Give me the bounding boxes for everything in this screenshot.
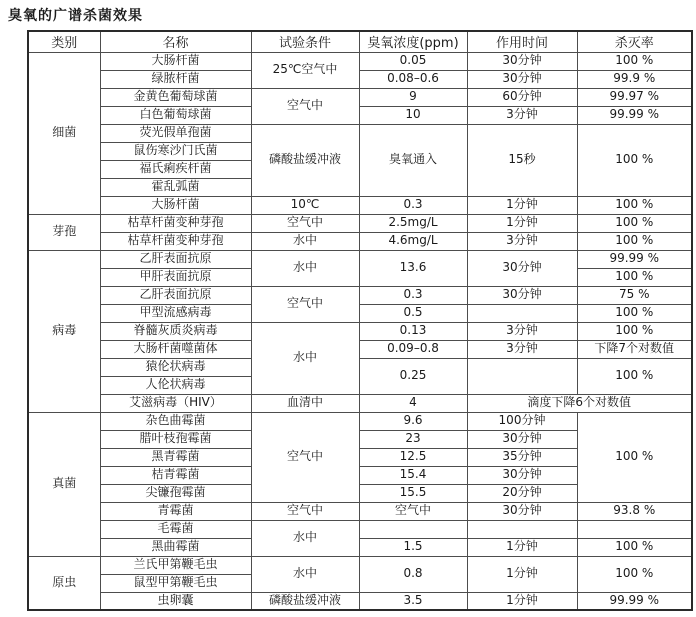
column-header: 类别: [28, 31, 100, 52]
table-cell: 15秒: [467, 124, 577, 196]
table-cell: 猿伦状病毒: [100, 358, 251, 376]
table-cell: 3分钟: [467, 232, 577, 250]
table-cell: 黑曲霉菌: [100, 538, 251, 556]
table-cell: 青霉菌: [100, 502, 251, 520]
table-cell: 0.05: [359, 52, 467, 70]
table-cell: 大肠杆菌: [100, 196, 251, 214]
table-cell: 绿脓杆菌: [100, 70, 251, 88]
table-cell: 93.8 %: [577, 502, 692, 520]
table-cell: 芽孢: [28, 214, 100, 250]
table-cell: 100分钟: [467, 412, 577, 430]
table-cell: 0.8: [359, 556, 467, 592]
table-cell: 100 %: [577, 556, 692, 592]
table-cell: 大肠杆菌噬菌体: [100, 340, 251, 358]
table-cell: 0.3: [359, 286, 467, 304]
table-cell: 血清中: [251, 394, 359, 412]
table-cell: 100 %: [577, 358, 692, 394]
table-cell: 空气中: [251, 502, 359, 520]
table-row: [28, 286, 692, 304]
table-cell: 水中: [251, 250, 359, 286]
table-row: [28, 394, 692, 412]
table-cell: 100 %: [577, 322, 692, 340]
table-cell: 空气中: [251, 286, 359, 322]
table-cell: 3分钟: [467, 322, 577, 340]
table-cell: 25℃空气中: [251, 52, 359, 88]
table-row: [28, 196, 692, 214]
table-cell: 100 %: [577, 232, 692, 250]
table-cell: 荧光假单孢菌: [100, 124, 251, 142]
table-cell: 4.6mg/L: [359, 232, 467, 250]
column-header: 名称: [100, 31, 251, 52]
table-row: [28, 502, 692, 520]
data-table: [27, 30, 693, 611]
table-cell: 真菌: [28, 412, 100, 556]
table-row: [28, 88, 692, 106]
column-header: 试验条件: [251, 31, 359, 52]
column-header: 臭氧浓度(ppm): [359, 31, 467, 52]
table-cell: 0.3: [359, 196, 467, 214]
table-row: [28, 358, 692, 376]
table-cell: 1.5: [359, 538, 467, 556]
table-cell: 兰氏甲第鞭毛虫: [100, 556, 251, 574]
table-cell: 枯草杆菌变种芽孢: [100, 232, 251, 250]
table-row: [28, 214, 692, 232]
table-cell: 99.97 %: [577, 88, 692, 106]
table-cell: 15.4: [359, 466, 467, 484]
table-cell: 磷酸盐缓冲液: [251, 592, 359, 610]
table-cell: 1分钟: [467, 214, 577, 232]
table-cell: 虫卵囊: [100, 592, 251, 610]
table-cell: 100 %: [577, 304, 692, 322]
table-cell: 10℃: [251, 196, 359, 214]
table-cell: 霍乱弧菌: [100, 178, 251, 196]
table-row: [28, 538, 692, 556]
table-cell: 空气中: [251, 214, 359, 232]
table-cell: 75 %: [577, 286, 692, 304]
table-cell: 3分钟: [467, 106, 577, 124]
table-cell: 15.5: [359, 484, 467, 502]
table-cell: 30分钟: [467, 250, 577, 286]
table-cell: 水中: [251, 520, 359, 556]
table-cell: 鼠伤寒沙门氏菌: [100, 142, 251, 160]
table-cell: 毛霉菌: [100, 520, 251, 538]
table-cell: 30分钟: [467, 52, 577, 70]
table-cell: 乙肝表面抗原: [100, 250, 251, 268]
table-row: [28, 412, 692, 430]
table-cell: 99.99 %: [577, 106, 692, 124]
table-cell: 99.99 %: [577, 250, 692, 268]
table-cell: 1分钟: [467, 538, 577, 556]
table-cell: 1分钟: [467, 556, 577, 592]
table-cell: 100 %: [577, 124, 692, 196]
table-cell: 100 %: [577, 538, 692, 556]
table-cell: 原虫: [28, 556, 100, 610]
table-cell: 臭氧通入: [359, 124, 467, 196]
table-cell: 2.5mg/L: [359, 214, 467, 232]
table-cell: 黑青霉菌: [100, 448, 251, 466]
table-cell: 空气中: [251, 88, 359, 124]
table-cell: 大肠杆菌: [100, 52, 251, 70]
table-cell: 30分钟: [467, 466, 577, 484]
table-cell: 1分钟: [467, 592, 577, 610]
table-cell: 30分钟: [467, 430, 577, 448]
table-cell: 鼠型甲第鞭毛虫: [100, 574, 251, 592]
table-row: [28, 232, 692, 250]
table-cell: [467, 304, 577, 322]
table-cell: 乙肝表面抗原: [100, 286, 251, 304]
table-cell: 桔青霉菌: [100, 466, 251, 484]
table-cell: 3分钟: [467, 340, 577, 358]
table-cell: 100 %: [577, 52, 692, 70]
table-cell: 0.5: [359, 304, 467, 322]
table-cell: 金黄色葡萄球菌: [100, 88, 251, 106]
table-cell: [467, 358, 577, 394]
table-cell: 细菌: [28, 52, 100, 214]
table-cell: 100 %: [577, 214, 692, 232]
table-cell: 9.6: [359, 412, 467, 430]
table-row: [28, 52, 692, 70]
table-row: [28, 304, 692, 322]
table-cell: 水中: [251, 232, 359, 250]
table-cell: 30分钟: [467, 70, 577, 88]
table-cell: 99.99 %: [577, 592, 692, 610]
table-cell: 空气中: [251, 412, 359, 502]
table-cell: 水中: [251, 556, 359, 592]
sterilization-table: [27, 30, 693, 611]
table-cell: 枯草杆菌变种芽孢: [100, 214, 251, 232]
table-cell: 12.5: [359, 448, 467, 466]
table-cell: 福氏痢疾杆菌: [100, 160, 251, 178]
table-cell: 甲型流感病毒: [100, 304, 251, 322]
table-cell: 病毒: [28, 250, 100, 412]
table-cell: 0.13: [359, 322, 467, 340]
table-cell: 60分钟: [467, 88, 577, 106]
table-cell: 艾滋病毒（HIV）: [100, 394, 251, 412]
table-row: [28, 70, 692, 88]
table-cell: 35分钟: [467, 448, 577, 466]
table-cell: 脊髓灰质炎病毒: [100, 322, 251, 340]
table-row: [28, 592, 692, 610]
table-cell: 磷酸盐缓冲液: [251, 124, 359, 196]
table-cell: 30分钟: [467, 286, 577, 304]
column-header: 杀灭率: [577, 31, 692, 52]
table-cell: 0.09–0.8: [359, 340, 467, 358]
table-cell: 尖镰孢霉菌: [100, 484, 251, 502]
table-row: [28, 322, 692, 340]
table-row: [28, 556, 692, 574]
table-cell: 0.08–0.6: [359, 70, 467, 88]
table-cell: [467, 520, 577, 538]
table-cell: 30分钟: [467, 502, 577, 520]
table-cell: 甲肝表面抗原: [100, 268, 251, 286]
table-cell: 杂色曲霉菌: [100, 412, 251, 430]
table-cell: 3.5: [359, 592, 467, 610]
table-cell: 0.25: [359, 358, 467, 394]
table-cell: [577, 520, 692, 538]
table-cell: 10: [359, 106, 467, 124]
table-cell: 人伦状病毒: [100, 376, 251, 394]
table-cell: 9: [359, 88, 467, 106]
table-cell: 20分钟: [467, 484, 577, 502]
table-cell: [359, 520, 467, 538]
table-cell: 4: [359, 394, 467, 412]
page-title: 臭氧的广谱杀菌效果: [8, 8, 143, 24]
table-cell: 100 %: [577, 196, 692, 214]
table-cell: 滴度下降6个对数值: [467, 394, 692, 412]
table-cell: 99.9 %: [577, 70, 692, 88]
table-cell: 下降7个对数值: [577, 340, 692, 358]
table-cell: 白色葡萄球菌: [100, 106, 251, 124]
table-cell: 23: [359, 430, 467, 448]
column-header: 作用时间: [467, 31, 577, 52]
table-cell: 1分钟: [467, 196, 577, 214]
table-cell: 腊叶枝孢霉菌: [100, 430, 251, 448]
table-header-row: [28, 31, 692, 52]
table-row: [28, 124, 692, 142]
table-cell: 水中: [251, 322, 359, 394]
table-row: [28, 520, 692, 538]
table-row: [28, 106, 692, 124]
table-cell: 13.6: [359, 250, 467, 286]
table-cell: 100 %: [577, 412, 692, 502]
table-row: [28, 340, 692, 358]
table-row: [28, 250, 692, 268]
table-cell: 100 %: [577, 268, 692, 286]
table-cell: 空气中: [359, 502, 467, 520]
